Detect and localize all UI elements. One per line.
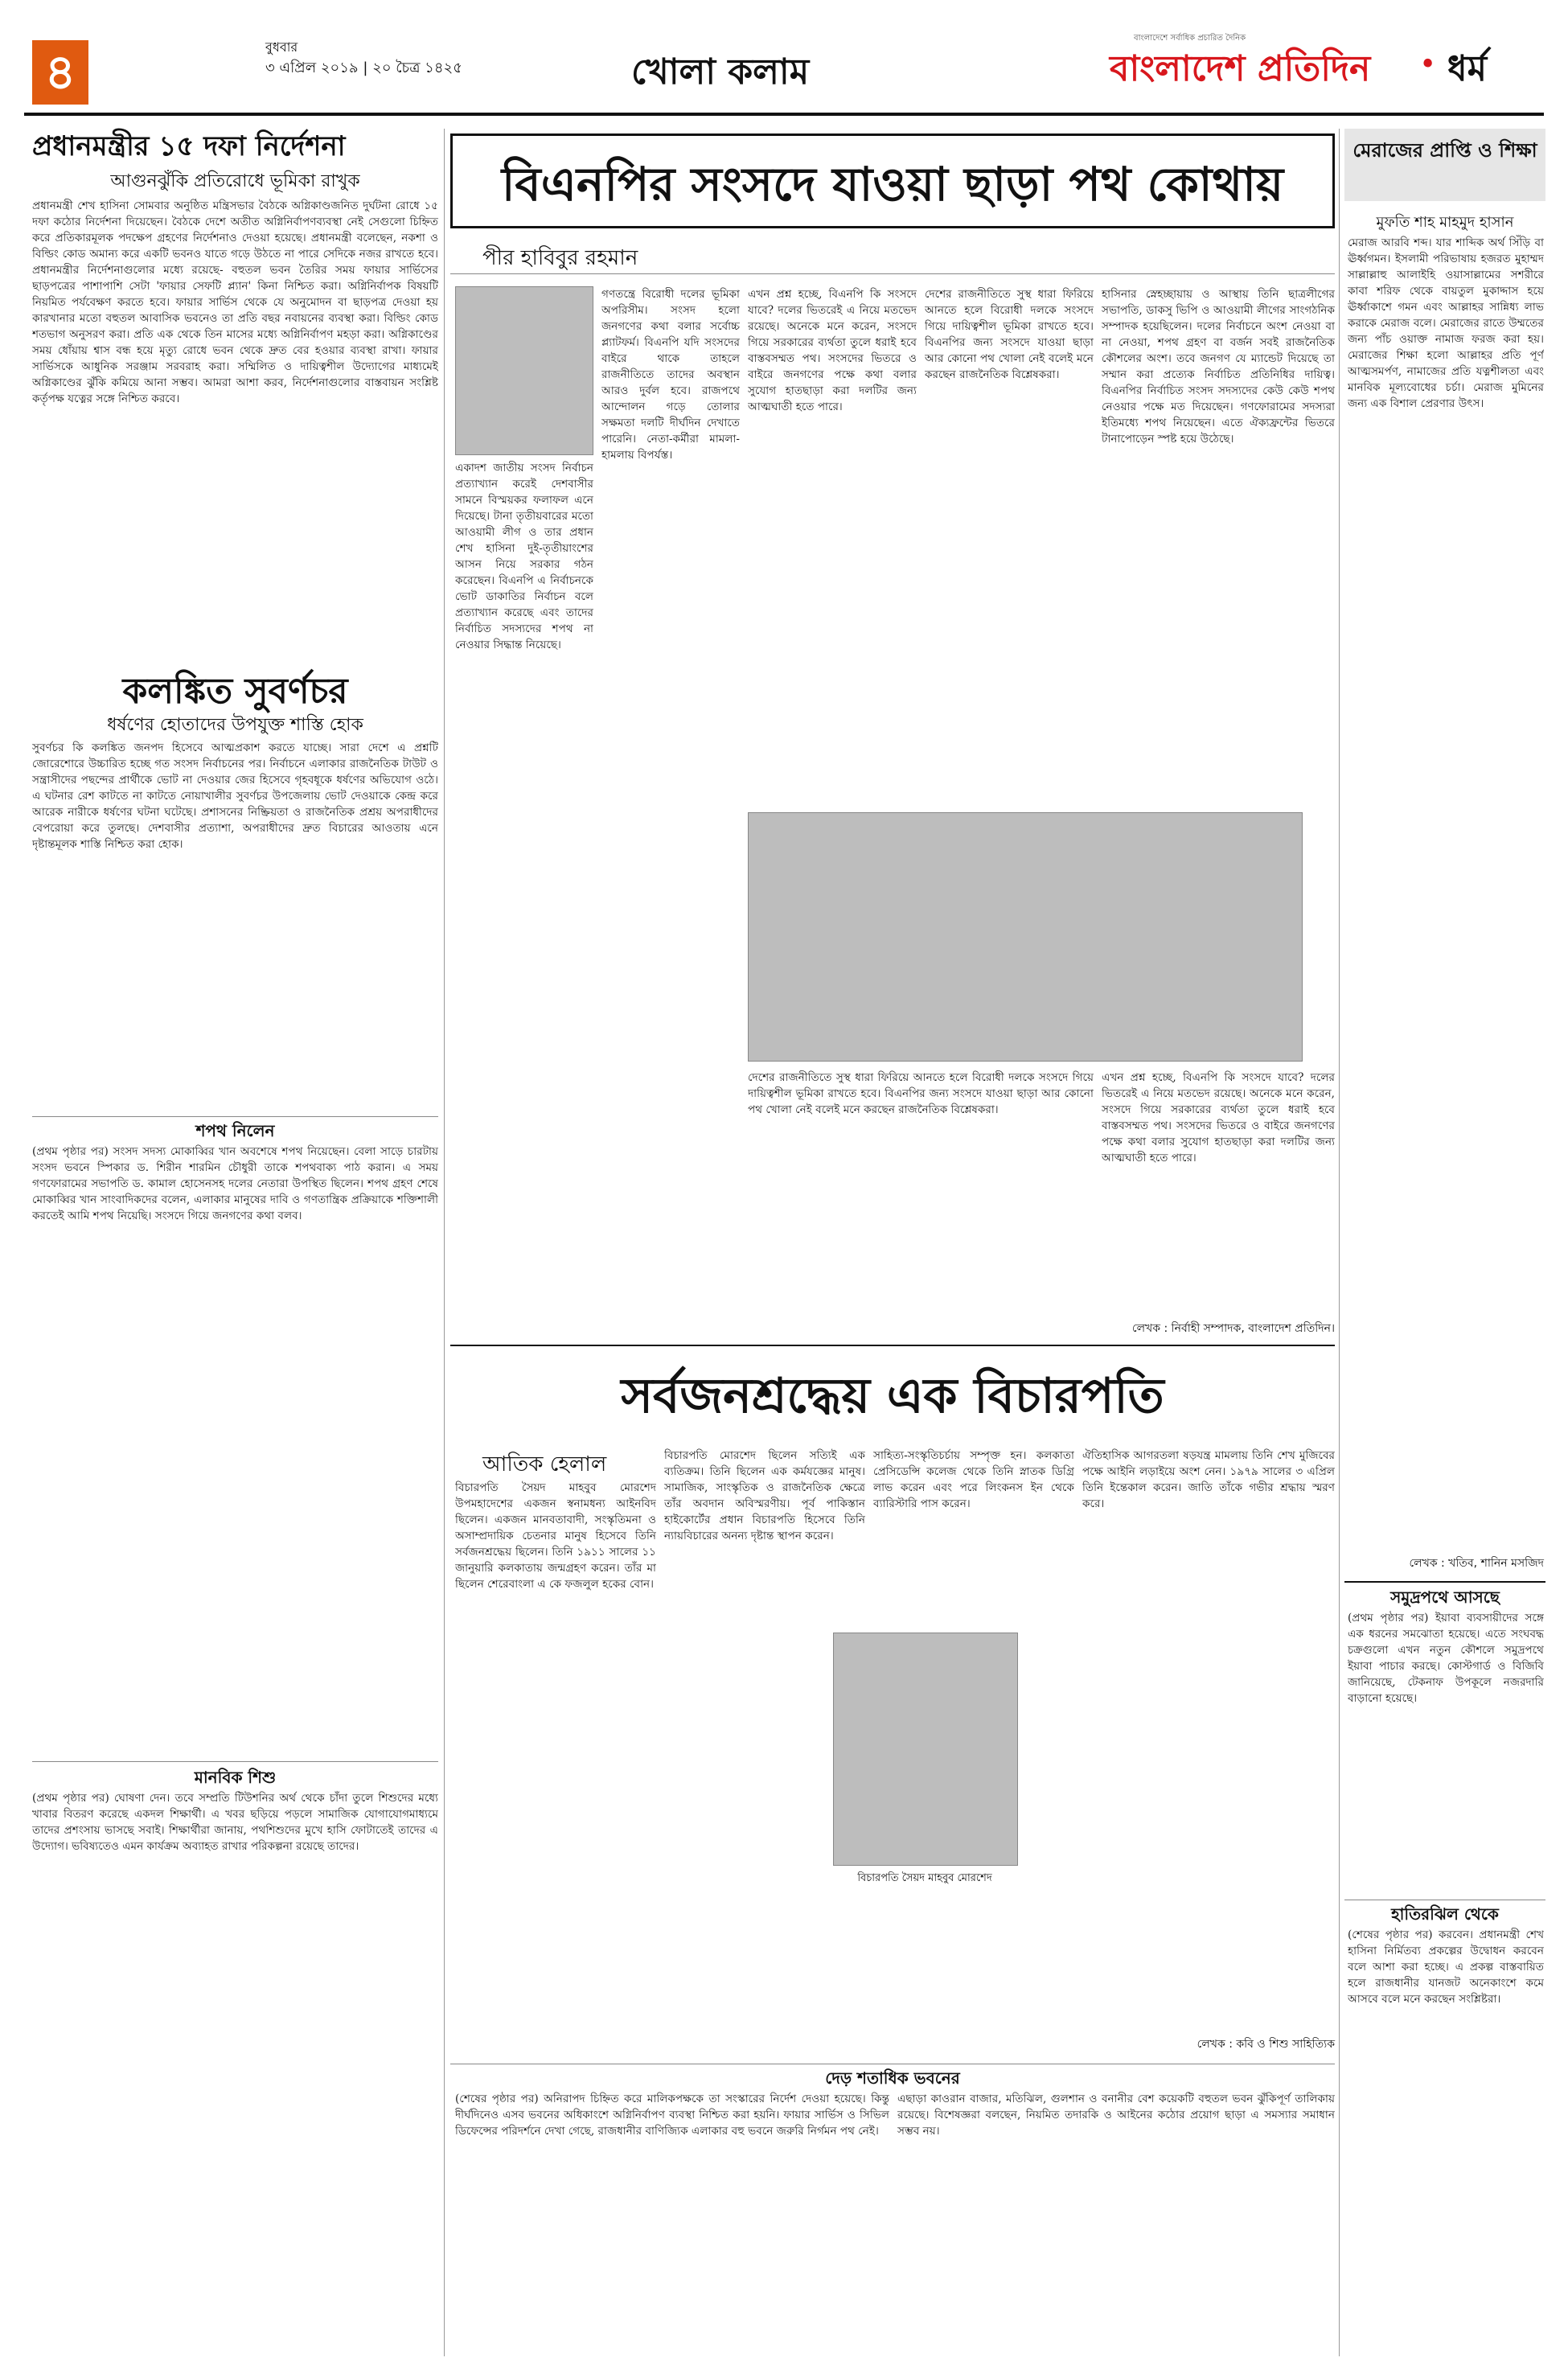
editorial-headline: প্রধানমন্ত্রীর ১৫ দফা নির্দেশনা — [32, 130, 346, 162]
author2-note: লেখক : কবি ও শিশু সাহিত্যিক — [1197, 2038, 1335, 2051]
religion-body: মেরাজ আরবি শব্দ। যার শাব্দিক অর্থ সিঁড়ি বা ঊর্ধ্বগমন। ইসলামী পরিভাষায় হজরত মুহাম্মদ সাল্লাল্লাহু আলাইহি ওয়াসাল্লামের সশরীরে কাবা শরিফ থেকে বায়তুল মুকাদ্দাস হয়ে ঊর্ধ্বাকাশে গমন এবং আল্লাহর সান্নিধ্য লাভ করাকে মেরাজ বলে। মেরাজের রাতে উম্মতের জন্য পাঁচ ওয়াক্ত নামাজ ফরজ করা হয়। মেরাজের শিক্ষা হলো আল্লাহর প্রতি পূর্ণ আত্মসমর্পণ, নামাজের প্রতি যত্নশীলতা এবং মানবিক মূল্যবোধের চর্চা। মেরাজ মুমিনের জন্য এক বিশাল প্রেরণার উৎস। — [1348, 236, 1544, 410]
headline-box — [450, 133, 1335, 228]
news-heading: মানবিক শিশু — [194, 1768, 277, 1787]
article2-body: বিচারপতি সৈয়দ মাহবুব মোরশেদ উপমহাদেশের একজন স্বনামধন্য আইনবিদ ছিলেন। একজন মানবতাবাদী, সংস্কৃতিমনা ও অসাম্প্রদায়িক চেতনার মানুষ হিসেবে তিনি সর্বজনশ্রদ্ধেয় ছিলেন। তিনি ১৯১১ সালের ১১ জানুয়ারি কলকাতায় জন্মগ্রহণ করেন। তাঁর মা ছিলেন শেরেবাংলা এ কে ফজলুল হকের বোন। — [455, 1481, 656, 1591]
article-body: একাদশ জাতীয় সংসদ নির্বাচন প্রত্যাখ্যান করেই দেশবাসীর সামনে বিস্ময়কর ফলাফল এনে দিয়েছে। টানা তৃতীয়বারের মতো আওয়ামী লীগ ও তার প্রধান শেখ হাসিনা দুই-তৃতীয়াংশের আসন নিয়ে সরকার গঠন করেছেন। বিএনপি এ নির্বাচনকে ভোট ডাকাতির নির্বাচন বলে প্রত্যাখ্যান করেছে এবং তাদের নির্বাচিত সদস্যদের শপথ না নেওয়ার সিদ্ধান্ত নিয়েছে। — [455, 462, 593, 651]
date: ৩ এপ্রিল ২০১৯ | ২০ চৈত্র ১৪২৫ — [265, 60, 462, 76]
news-body: (প্রথম পৃষ্ঠার পর) সংসদ সদস্য মোকাব্বির খান অবশেষে শপথ নিয়েছেন। বেলা সাড়ে চারটায় সংসদ ভবনে স্পিকার ড. শিরীন শারমিন চৌধুরী তাকে শপথবাক্য পাঠ করান। এ সময় গণফোরামের সভাপতি ড. কামাল হোসেনসহ দলের নেতারা উপস্থিত ছিলেন। শপথ গ্রহণ শেষে মোকাব্বির খান সাংবাদিকদের বলেন, এলাকার মানুষের দাবি ও গণতান্ত্রিক প্রক্রিয়াকে শক্তিশালী করতেই আমি শপথ নিয়েছি। সংসদে গিয়ে জনগণের কথা বলব। — [32, 1145, 438, 1222]
editorial-subheadline: আগুনঝুঁকি প্রতিরোধে ভূমিকা রাখুক — [110, 171, 360, 191]
editorial2-headline: কলঙ্কিত সুবর্ণচর — [122, 671, 348, 712]
news3-heading: সমুদ্রপথে আসছে — [1390, 1587, 1500, 1607]
day: বুধবার — [265, 39, 298, 55]
news4-body: (শেষের পৃষ্ঠার পর) করবেন। প্রধানমন্ত্রী শেখ হাসিনা নির্মিতব্য প্রকল্পের উদ্বোধন করবেন বলে আশা করা হচ্ছে। এ প্রকল্প বাস্তবায়িত হলে রাজধানীর যানজট অনেকাংশে কমে আসবে বলে মনে করছেন সংশ্লিষ্টরা। — [1348, 1928, 1544, 2006]
editorial2-body: সুবর্ণচর কি কলঙ্কিত জনপদ হিসেবে আত্মপ্রকাশ করতে যাচ্ছে। সারা দেশে এ প্রশ্নটি জোরেশোরে উচ্চারিত হচ্ছে গত সংসদ নির্বাচনের পর। নির্বাচনে এলাকার রাজনৈতিক টাউট ও সন্ত্রাসীদের পছন্দের প্রার্থীকে ভোট না দেওয়ার জের হিসেবে গৃহবধূকে ধর্ষণের অভিযোগ ওঠে। এ ঘটনার রেশ কাটতে না কাটতে নোয়াখালীর সুবর্ণচর উপজেলায় ভোট দেওয়াকে কেন্দ্র করে আরেক নারীকে ধর্ষণের ঘটনা ঘটেছে। প্রশাসনের নিষ্ক্রিয়তা ও রাজনৈতিক প্রশ্রয় অপরাধীদের বেপরোয়া করে তুলছে। দেশবাসীর প্রত্যাশা, অপরাধীদের দ্রুত বিচারের আওতায় এনে দৃষ্টান্তমূলক শাস্তি নিশ্চিত করা হোক। — [32, 741, 438, 851]
article-headline: বিএনপির সংসদে যাওয়া ছাড়া পথ কোথায় — [501, 157, 1284, 212]
rule — [32, 1761, 438, 1762]
divider — [444, 129, 445, 2356]
photo-caption: বিচারপতি সৈয়দ মাহবুব মোরশেদ — [857, 1872, 992, 1884]
article-body: এখন প্রশ্ন হচ্ছে, বিএনপি কি সংসদে যাবে? দলের ভিতরেই এ নিয়ে মতভেদ রয়েছে। অনেকে মনে করেন, সংসদে গিয়ে সরকারের ব্যর্থতা তুলে ধরাই হবে বাস্তবসম্মত পথ। সংসদের ভিতরে ও বাইরে জনগণের পক্ষে কথা বলার সুযোগ হাতছাড়া করা দলটির জন্য আত্মঘাতী হতে পারে। — [748, 288, 917, 413]
news3-body: (প্রথম পৃষ্ঠার পর) ইয়াবা ব্যবসায়ীদের সঙ্গে এক ধরনের সমঝোতা হয়েছে। এতে সংঘবদ্ধ চক্রগুলো এখন নতুন কৌশলে সমুদ্রপথে ইয়াবা পাচার করছে। কোস্টগার্ড ও বিজিবি জানিয়েছে, টেকনাফ উপকূলে নজরদারি বাড়ানো হয়েছে। — [1348, 1612, 1544, 1705]
rule — [450, 273, 1335, 274]
author-note: লেখক : নির্বাহী সম্পাদক, বাংলাদেশ প্রতিদিন। — [1131, 1322, 1335, 1335]
religion-author: মুফতি শাহ মাহমুদ হাসান — [1376, 214, 1514, 231]
news-body: (প্রথম পৃষ্ঠার পর) ঘোষণা দেন। তবে সম্প্রতি টিউশনির অর্থ থেকে চাঁদা তুলে শিশুদের মধ্যে খাবার বিতরণ করেছে একদল শিক্ষার্থী। এ খবর ছড়িয়ে পড়লে সামাজিক যোগাযোগমাধ্যমে তাদের প্রশংসায় ভাসছে সবাই। শিক্ষার্থীরা জানায়, পথশিশুদের মুখে হাসি ফোটাতেই তাদের এ উদ্যোগ। ভবিষ্যতেও এমন কার্যক্রম অব্যাহত রাখার পরিকল্পনা রয়েছে তাদের। — [32, 1792, 438, 1853]
page-number: ৪ — [32, 40, 88, 105]
masthead — [0, 0, 1568, 113]
parliament-photo — [748, 812, 1303, 1062]
divider — [1339, 129, 1340, 2356]
editorial2-subheadline: ধর্ষণের হোতাদের উপযুক্ত শাস্তি হোক — [107, 715, 363, 735]
news2-body: (শেষের পৃষ্ঠার পর) অনিরাপদ চিহ্নিত করে মালিকপক্ষকে তা সংস্কারের নির্দেশ দেওয়া হয়েছে। কিন্তু দীর্ঘদিনেও এসব ভবনের অধিকাংশে অগ্নিনির্বাপণ ব্যবস্থা নিশ্চিত করা হয়নি। ফায়ার সার্ভিস ও সিভিল ডিফেন্সের পরিদর্শনে দেখা গেছে, রাজধানীর বাণিজ্যিক এলাকার বহু ভবনে জরুরি নির্গমন পথ নেই। — [455, 2093, 889, 2138]
rule — [450, 1345, 1335, 1346]
rule — [32, 1116, 438, 1117]
section-title: খোলা কলাম — [631, 51, 810, 92]
article-body: গণতন্ত্রে বিরোধী দলের ভূমিকা অপরিসীম। সংসদ হলো জনগণের কথা বলার সর্বোচ্চ প্ল্যাটফর্ম। বিএনপি যদি সংসদের বাইরে থাকে তাহলে রাজনীতিতে তাদের অবস্থান আরও দুর্বল হবে। রাজপথে আন্দোলন গড়ে তোলার সক্ষমতা দলটি দীর্ঘদিন দেখাতে পারেনি। নেতা-কর্মীরা মামলা-হামলায় বিপর্যস্ত। — [601, 288, 740, 462]
author-byline: পীর হাবিবুর রহমান — [482, 246, 638, 270]
logo-tagline: বাংলাদেশে সর্বাধিক প্রচারিত দৈনিক — [1134, 34, 1246, 43]
rule — [1344, 1581, 1545, 1583]
article-body: দেশের রাজনীতিতে সুস্থ ধারা ফিরিয়ে আনতে হলে বিরোধী দলকে সংসদে গিয়ে দায়িত্বশীল ভূমিকা রাখতে হবে। বিএনপির জন্য সংসদে যাওয়া ছাড়া আর কোনো পথ খোলা নেই বলেই মনে করছেন রাজনৈতিক বিশ্লেষকরা। — [748, 1071, 1094, 1116]
news-heading: শপথ নিলেন — [195, 1121, 275, 1140]
article2-headline: সর্বজনশ্রদ্ধেয় এক বিচারপতি — [621, 1368, 1164, 1424]
religion-author-note: লেখক : খতিব, শানিন মসজিদ — [1409, 1557, 1544, 1570]
separator-dot: • — [1419, 48, 1437, 81]
article-body-continued: হাসিনার স্নেহচ্ছায়ায় ও আস্থায় তিনি ছাত্রলীগের সভাপতি, ডাকসু ভিপি ও আওয়ামী লীগের সাংগঠনিক সম্পাদক হয়েছিলেন। দলের নির্বাচনে অংশ নেওয়া বা না নেওয়া, শপথ গ্রহণ বা বর্জন সবই রাজনৈতিক কৌশলের অংশ। তবে জনগণ যে ম্যান্ডেট দিয়েছে তা সম্মান করা প্রত্যেক নির্বাচিত প্রতিনিধির দায়িত্ব। বিএনপির নির্বাচিত সংসদ সদস্যদের কেউ কেউ শপথ নেওয়ার পক্ষে মত দিয়েছেন। গণফোরামের সদস্যরা ইতিমধ্যে শপথ নিয়েছেন। এতে ঐক্যফ্রন্টের ভিতরে টানাপোড়েন স্পষ্ট হয়ে উঠেছে। — [1102, 288, 1335, 446]
author2-byline: আতিক হেলাল — [482, 1452, 607, 1477]
editorial-body: প্রধানমন্ত্রী শেখ হাসিনা সোমবার অনুষ্ঠিত মন্ত্রিসভার বৈঠকে অগ্নিকাণ্ডজনিত দুর্ঘটনা রোধে ১৫ দফা কঠোর নির্দেশনা দিয়েছেন। বৈঠকে দেশে অতীত অগ্নিনির্বাপণব্যবস্থা নেই সেগুলো চিহ্নিত করে প্রতিকারমূলক পদক্ষেপ গ্রহণের নির্দেশনাও দেওয়া হয়েছে। প্রধানমন্ত্রী বলেছেন, নকশা ও বিল্ডিং কোড অমান্য করে একটি ভবনও যাতে গড়ে উঠতে না পারে সেদিকে নজর রাখতে হবে। প্রধানমন্ত্রীর নির্দেশনাগুলোর মধ্যে রয়েছে- বহুতল ভবন তৈরির সময় ফায়ার সার্ভিসের ছাড়পত্রের পাশাপাশি সেটা 'ফায়ার সেফটি প্ল্যান' কিনা নিশ্চিত করা। অগ্নিনির্বাপক বিষয়টি নিয়মিত পর্যবেক্ষণ করতে হবে। ফায়ার সার্ভিস থেকে যে অনুমোদন বা ছাড়পত্র দেওয়া হয় কারখানার মতো বহুতল আবাসিক ভবনেও তা প্রতি বছর নবায়নের ব্যবস্থা করা। বিল্ডিং কোড শতভাগ অনুসরণ করা। প্রতি এক থেকে তিন মাসের মধ্যে অগ্নিনির্বাপণ মহড়া করা। অগ্নিকাণ্ডের সময় ধোঁয়ায় শ্বাস বন্ধ হয়ে মৃত্যু রোধে ভবন থেকে দ্রুত বের হওয়ার ব্যবস্থা রাখা। ফায়ার সার্ভিসকে আধুনিক সরঞ্জাম সরবরাহ করা। সম্মিলিত ও দায়িত্বশীল উদ্যোগের মাধ্যমেই অগ্নিকাণ্ডের ঝুঁকি কমিয়ে আনা সম্ভব। আমরা আশা করব, নির্দেশনাগুলোর বাস্তবায়ন সংশ্লিষ্ট কর্তৃপক্ষ যত্নের সঙ্গে নিশ্চিত করবে। — [32, 199, 438, 405]
article-body-continued: এখন প্রশ্ন হচ্ছে, বিএনপি কি সংসদে যাবে? দলের ভিতরেই এ নিয়ে মতভেদ রয়েছে। অনেকে মনে করেন, সংসদে গিয়ে সরকারের ব্যর্থতা তুলে ধরাই হবে বাস্তবসম্মত পথ। সংসদের ভিতরে ও বাইরে জনগণের পক্ষে কথা বলার সুযোগ হাতছাড়া করা দলটির জন্য আত্মঘাতী হতে পারে। — [1102, 1071, 1335, 1164]
article-body: দেশের রাজনীতিতে সুস্থ ধারা ফিরিয়ে আনতে হলে বিরোধী দলকে সংসদে গিয়ে দায়িত্বশীল ভূমিকা রাখতে হবে। বিএনপির জন্য সংসদে যাওয়া ছাড়া আর কোনো পথ খোলা নেই বলেই মনে করছেন রাজনৈতিক বিশ্লেষকরা। — [925, 288, 1094, 381]
news2-body: এছাড়া কাওরান বাজার, মতিঝিল, গুলশান ও বনানীর বেশ কয়েকটি বহুতল ভবন ঝুঁকিপূর্ণ তালিকায় রয়েছে। বিশেষজ্ঞরা বলছেন, নিয়মিত তদারকি ও আইনের কঠোর প্রয়োগ ছাড়া এ সমস্যার সমাধান সম্ভব নয়। — [897, 2093, 1335, 2138]
religion-heading: মেরাজের প্রাপ্তি ও শিক্ষা — [1353, 139, 1537, 162]
article2-body: ঐতিহাসিক আগরতলা ষড়যন্ত্র মামলায় তিনি শেখ মুজিবের পক্ষে আইনি লড়াইয়ে অংশ নেন। ১৯৭৯ সালের ৩ এপ্রিল তিনি ইন্তেকাল করেন। জাতি তাঁকে গভীর শ্রদ্ধায় স্মরণ করে। — [1082, 1449, 1335, 1510]
religion-heading-box — [1344, 129, 1545, 201]
judge-photo — [833, 1633, 1018, 1866]
news2-heading: দেড় শতাধিক ভবনের — [825, 2068, 960, 2088]
newspaper-logo: বাংলাদেশ প্রতিদিন — [1110, 48, 1371, 89]
author-photo — [455, 286, 593, 455]
masthead-rule — [24, 113, 1544, 116]
article2-body: বিচারপতি মোরশেদ ছিলেন সত্যিই এক ব্যতিক্রম। তিনি ছিলেন এক কর্মযজ্ঞের মানুষ। সামাজিক, সাংস্কৃতিক ও রাজনৈতিক ক্ষেত্রে তাঁর অবদান অবিস্মরণীয়। পূর্ব পাকিস্তান হাইকোর্টের প্রধান বিচারপতি হিসেবে তিনি ন্যায়বিচারের অনন্য দৃষ্টান্ত স্থাপন করেন। — [664, 1449, 865, 1542]
news4-heading: হাতিরঝিল থেকে — [1391, 1904, 1499, 1924]
article2-body: সাহিত্য-সংস্কৃতিচর্চায় সম্পৃক্ত হন। কলকাতা প্রেসিডেন্সি কলেজ থেকে তিনি স্নাতক ডিগ্রি লাভ করেন এবং পরে লিংকনস ইন থেকে ব্যারিস্টারি পাস করেন। — [873, 1449, 1074, 1510]
logo-section: ধর্ম — [1447, 48, 1488, 89]
